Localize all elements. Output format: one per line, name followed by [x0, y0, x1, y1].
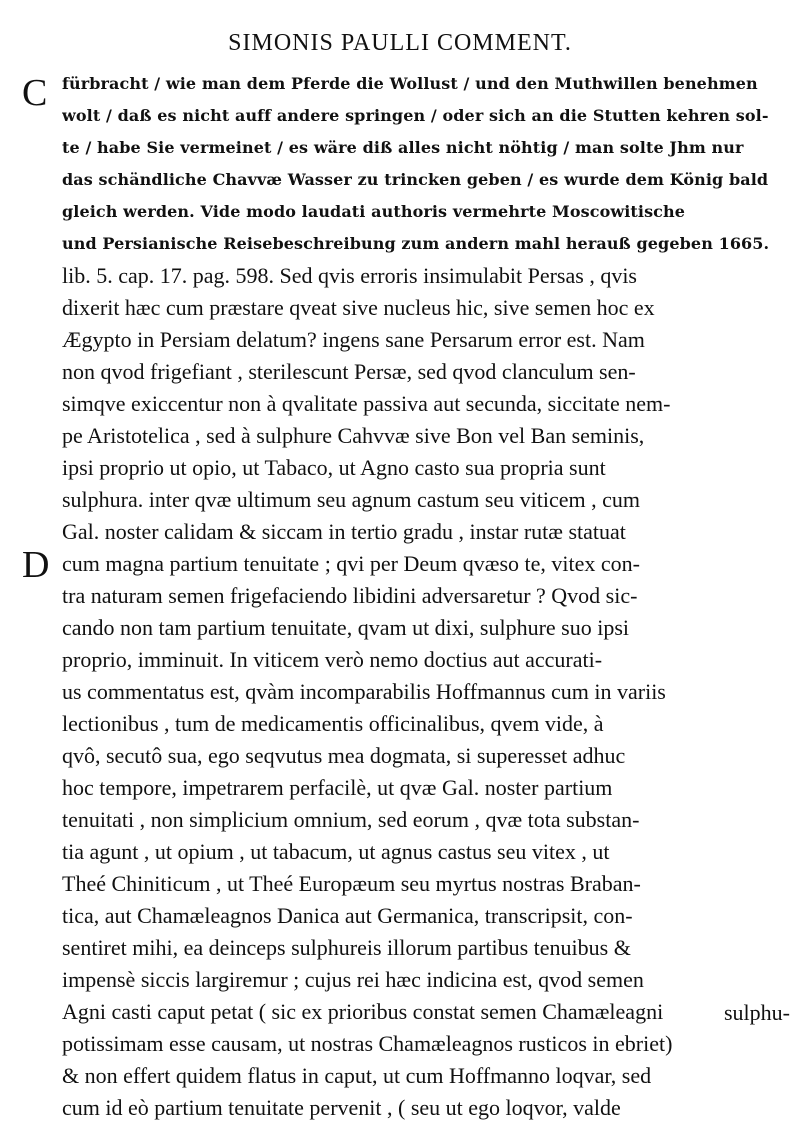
text-line: das schändliche Chavvæ Wasser zu trincken geben / es wurde dem König bald: [62, 170, 769, 189]
text-line: ipsi proprio ut opio, ut Tabaco, ut Agno casto sua propria sunt: [62, 455, 606, 480]
text-line: Agni casti caput petat ( sic ex prioribus constat semen Chamæleagni: [62, 999, 664, 1024]
margin-letter: C: [22, 72, 48, 114]
text-line: lectionibus , tum de medicamentis officinalibus, qvem vide, à: [62, 711, 604, 736]
text-line: hoc tempore, impetrarem perfacilè, ut qvæ Gal. noster partium: [62, 775, 613, 800]
text-line: pe Aristotelica , sed à sulphure Cahvvæ sive Bon vel Ban seminis,: [62, 423, 645, 448]
text-line: sulphura. inter qvæ ultimum seu agnum castum seu viticem , cum: [62, 487, 641, 512]
text-line: qvô, secutô sua, ego seqvutus mea dogmata, si superesset adhuc: [62, 743, 626, 768]
running-title: SIMONIS PAULLI COMMENT.: [228, 30, 572, 56]
text-line: tra naturam semen frigefaciendo libidini adversaretur ? Qvod sic-: [62, 583, 638, 608]
text-line: te / habe Sie vermeinet / es wäre diß alles nicht nöhtig / man solte Jhm nur: [62, 138, 744, 157]
text-line: wolt / daß es nicht auff andere springen / oder sich an die Stutten kehren sol-: [62, 106, 769, 125]
text-line: gleich werden. Vide modo laudati authoris vermehrte Moscowitische: [62, 202, 686, 221]
text-line: fürbracht / wie man dem Pferde die Wollust / und den Muthwillen benehmen: [62, 74, 758, 93]
text-line: und Persianische Reisebeschreibung zum andern mahl herauß gegeben 1665.: [62, 234, 770, 253]
catchword: sulphu-: [724, 1000, 790, 1025]
text-line: Ægypto in Persiam delatum? ingens sane Persarum error est. Nam: [62, 327, 645, 352]
margin-letter: D: [22, 544, 50, 586]
text-line: Gal. noster calidam & siccam in tertio gradu , instar rutæ statuat: [62, 519, 626, 544]
text-line: tenuitati , non simplicium omnium, sed eorum , qvæ tota substan-: [62, 807, 640, 832]
text-line: simqve exiccentur non à qvalitate passiva aut secunda, siccitate nem-: [62, 391, 671, 416]
text-line: & non effert quidem flatus in caput, ut cum Hoffmanno loqvar, sed: [62, 1063, 652, 1088]
text-line: potissimam esse causam, ut nostras Chamæleagnos rusticos in ebriet): [62, 1031, 673, 1056]
text-line: us commentatus est, qvàm incomparabilis Hoffmannus cum in variis: [62, 679, 666, 704]
text-line: proprio, imminuit. In viticem verò nemo doctius aut accurati-: [62, 647, 603, 672]
body-text: [62, 68, 772, 1124]
text-line: tica, aut Chamæleagnos Danica aut Germanica, transcripsit, con-: [62, 903, 633, 928]
text-line: tia agunt , ut opium , ut tabacum, ut agnus castus seu vitex , ut: [62, 839, 610, 864]
text-line: lib. 5. cap. 17. pag. 598. Sed qvis erroris insimulabit Persas , qvis: [62, 263, 637, 288]
text-line: sentiret mihi, ea deinceps sulphureis illorum partibus tenuibus &: [62, 935, 631, 960]
text-line: dixerit hæc cum præstare qveat sive nucleus hic, sive semen hoc ex: [62, 295, 655, 320]
text-line: cum magna partium tenuitate ; qvi per Deum qvæso te, vitex con-: [62, 551, 640, 576]
text-line: cum id eò partium tenuitate pervenit , ( seu ut ego loqvor, valde: [62, 1095, 621, 1120]
text-line: Theé Chiniticum , ut Theé Europæum seu myrtus nostras Braban-: [62, 871, 641, 896]
text-line: non qvod frigefiant , sterilescunt Persæ, sed qvod clanculum sen-: [62, 359, 636, 384]
text-line: impensè siccis largiremur ; cujus rei hæc indicina est, qvod semen: [62, 967, 644, 992]
text-line: cando non tam partium tenuitate, qvam ut dixi, sulphure suo ipsi: [62, 615, 630, 640]
